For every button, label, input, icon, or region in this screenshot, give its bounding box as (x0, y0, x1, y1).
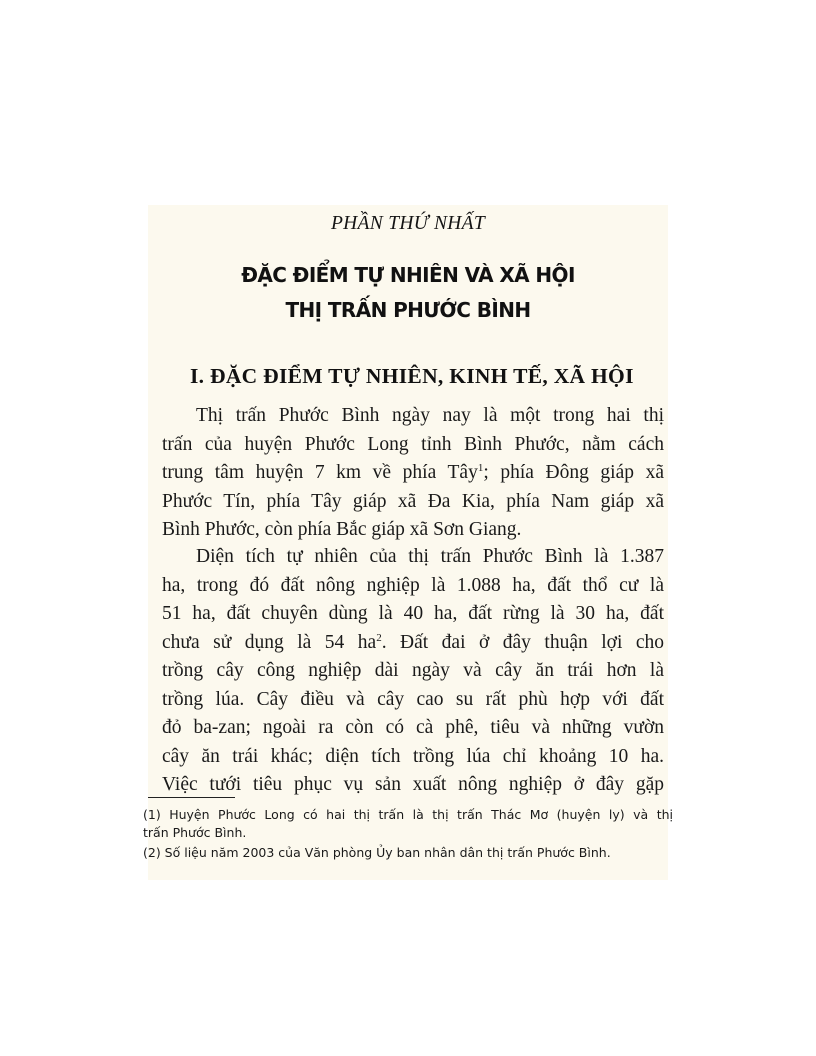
paragraph-2-line-7: đỏ ba-zan; ngoài ra còn có cà phê, tiêu và những vườn (162, 717, 664, 738)
chapter-title-line2: THỊ TRẤN PHƯỚC BÌNH (285, 298, 531, 322)
footnotes (143, 806, 673, 862)
paragraph-2-line-4-text-a: chưa sử dụng là 54 ha (162, 631, 377, 653)
book-page (143, 205, 673, 880)
paragraph-1-line-3-text-b: ; phía Đông giáp xã (483, 462, 664, 483)
paragraph-1-line-3-text-a: trung tâm huyện 7 km về phía Tây (162, 462, 478, 483)
paragraph-2 (162, 543, 664, 800)
footnote-1 (143, 806, 673, 841)
paragraph-1-line-3 (162, 459, 664, 488)
footnote-1-line-2: trấn Phước Bình. (143, 824, 247, 840)
part-title: PHẦN THỨ NHẤT (330, 213, 486, 234)
paragraph-2-line-3: 51 ha, đất chuyên dùng là 40 ha, đất rừng là 30 ha, đất (162, 603, 664, 624)
footnote-ref-1: 1 (477, 462, 484, 474)
paragraph-1-line-1: Thị trấn Phước Bình ngày nay là một trong hai thị (196, 405, 664, 426)
paragraph-1-line-2: trấn của huyện Phước Long tỉnh Bình Phước, nằm cách (162, 433, 664, 455)
footnote-2-line-1: (2) Số liệu năm 2003 của Văn phòng Ủy ban nhân dân thị trấn Phước Bình. (143, 845, 611, 860)
paragraph-1-line-4: Phước Tín, phía Tây giáp xã Đa Kia, phía Nam giáp xã (162, 490, 664, 512)
paragraph-1 (162, 402, 664, 545)
chapter-title (148, 258, 668, 328)
paragraph-2-line-2: ha, trong đó đất nông nghiệp là 1.088 ha, đất thổ cư là (162, 574, 664, 596)
footnote-1-line-1: (1) Huyện Phước Long có hai thị trấn là thị trấn Thác Mơ (huyện ly) và thị (143, 807, 673, 822)
paragraph-2-line-6: trồng lúa. Cây điều và cây cao su rất phù hợp với đất (162, 688, 664, 710)
paragraph-2-line-5: trồng cây công nghiệp dài ngày và cây ăn trái hơn là (162, 660, 664, 681)
paragraph-2-line-1: Diện tích tự nhiên của thị trấn Phước Bình là 1.387 (196, 546, 664, 567)
paragraph-1-line-5: Bình Phước, còn phía Bắc giáp xã Sơn Giang. (162, 519, 522, 540)
section-heading: I. ĐẶC ĐIỂM TỰ NHIÊN, KINH TẾ, XÃ HỘI (190, 364, 634, 388)
paragraph-2-line-9: Việc tưới tiêu phục vụ sản xuất nông nghiệp ở đây gặp (162, 774, 664, 795)
chapter-title-line1: ĐẶC ĐIỂM TỰ NHIÊN VÀ XÃ HỘI (241, 263, 575, 287)
paragraph-2-line-4-text-b: . Đất đai ở đây thuận lợi cho (381, 631, 665, 653)
footnote-ref-2: 2 (376, 631, 382, 644)
paragraph-2-line-4 (162, 629, 664, 658)
footnote-2 (143, 844, 673, 862)
footnote-divider (148, 797, 235, 798)
paragraph-2-line-8: cây ăn trái khác; diện tích trồng lúa chỉ khoảng 10 ha. (162, 745, 664, 767)
